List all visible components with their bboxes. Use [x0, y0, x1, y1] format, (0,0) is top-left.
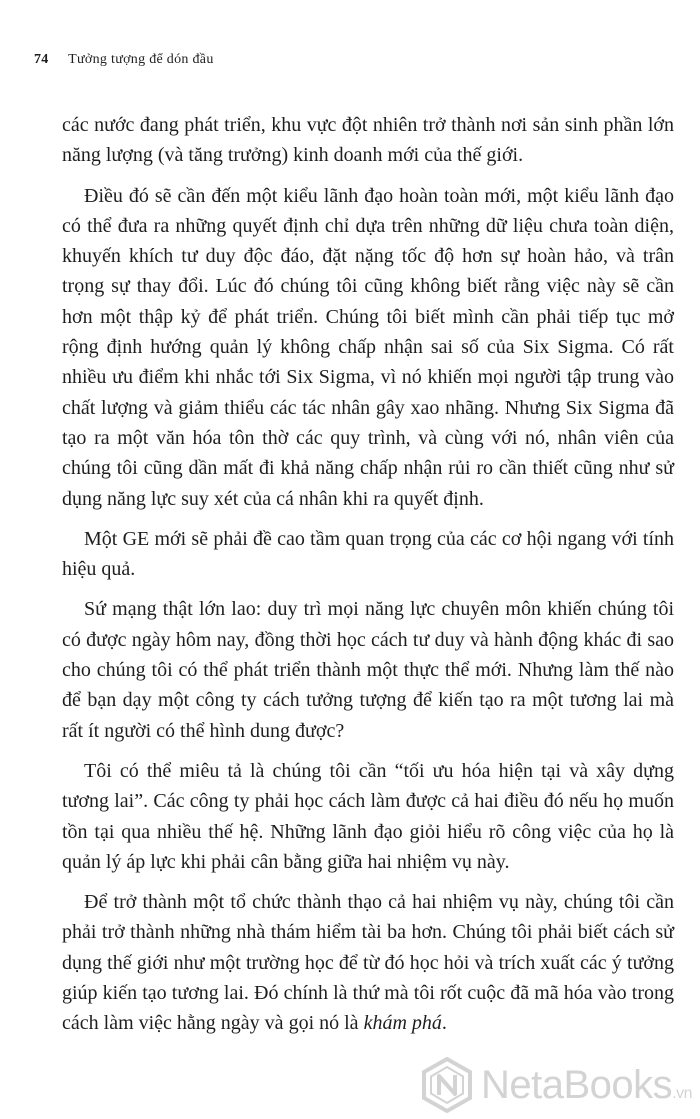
- paragraph-6-end: .: [441, 1012, 447, 1035]
- page-number: 74: [34, 52, 49, 67]
- paragraph-1: các nước đang phát triển, khu vực đột nhiên trở thành nơi sản sinh phần lớn năng lượng (và tăng trưởng) kinh doanh mới của thế giới.: [62, 114, 674, 167]
- paragraph-6: [62, 887, 674, 1038]
- body-text: [62, 110, 674, 1039]
- page-header: [34, 52, 214, 68]
- running-title: Tưởng tượng để dón đầu: [68, 52, 214, 67]
- paragraph-4: Sứ mạng thật lớn lao: duy trì mọi năng lực chuyên môn khiến chúng tôi có được ngày hôm nay, đồng thời học cách tư duy và hành động khác đi sao cho chúng tôi có thể phát triển thành một thực thể mới. Nhưng làm thế nào để bạn dạy một công ty cách tưởng tượng để kiến tạo ra một tương lai mà rất ít người có thể hình dung được?: [62, 598, 674, 742]
- netabooks-logo-icon: [419, 1057, 475, 1113]
- paragraph-6-main: Để trở thành một tổ chức thành thạo cả hai nhiệm vụ này, chúng tôi cần phải trở thành những nhà thám hiểm tài ba hơn. Chúng tôi phải biết cách sử dụng thế giới như một trường học để từ đó học hỏi và trích xuất các ý tưởng giúp kiến tạo tương lai. Đó chính là thứ mà tôi rốt cuộc đã mã hóa vào trong cách làm việc hằng ngày và gọi nó là: [62, 891, 674, 1035]
- paragraph-5: Tôi có thể miêu tả là chúng tôi cần “tối ưu hóa hiện tại và xây dựng tương lai”. Các công ty phải học cách làm được cả hai điều đó nếu họ muốn tồn tại qua nhiều thế hệ. Những lãnh đạo giỏi hiểu rõ công việc của họ là quản lý áp lực khi phải cân bằng giữa hai nhiệm vụ này.: [62, 759, 674, 873]
- watermark-suffix: .vn: [672, 1084, 692, 1102]
- paragraph-2: Điều đó sẽ cần đến một kiểu lãnh đạo hoàn toàn mới, một kiểu lãnh đạo có thể đưa ra những quyết định chỉ dựa trên những dữ liệu chưa toàn diện, khuyến khích tư duy độc đáo, đặt nặng tốc độ hơn sự hoàn hảo, và trân trọng sự thay đổi. Lúc đó chúng tôi cũng không biết rằng việc này sẽ cần hơn một thập kỷ để phát triển. Chúng tôi biết mình cần phải tiếp tục mở rộng định hướng quản lý không chấp nhận sai số của Six Sigma. Có rất nhiều ưu điểm khi nhắc tới Six Sigma, vì nó khiến mọi người tập trung vào chất lượng và giảm thiểu các tác nhân gây xao nhãng. Nhưng Six Sigma đã tạo ra một văn hóa tôn thờ các quy trình, và cùng với nó, nhân viên của chúng tôi cũng dần mất đi khả năng chấp nhận rủi ro cần thiết cũng như sử dụng năng lực suy xét của cá nhân khi ra quyết định.: [62, 184, 674, 510]
- watermark-brand: NetaBooks.vn: [480, 1062, 692, 1107]
- emphasis-term: khám phá: [363, 1012, 442, 1035]
- paragraph-3: Một GE mới sẽ phải đề cao tầm quan trọng của các cơ hội ngang với tính hiệu quả.: [62, 527, 674, 581]
- netabooks-watermark: [419, 1057, 692, 1113]
